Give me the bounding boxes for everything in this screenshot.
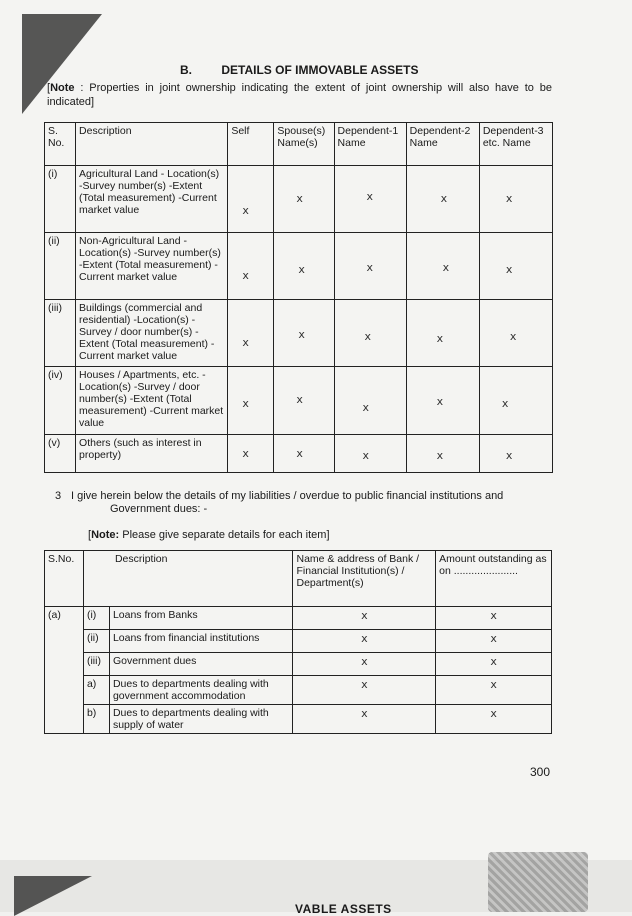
row-description: Dues to departments dealing with supply of water (109, 705, 293, 734)
self-cell (228, 367, 274, 435)
cross-mark: x (361, 707, 368, 720)
cross-mark: x (242, 269, 249, 282)
header-sno: S.No. (45, 551, 84, 607)
cross-mark: x (296, 447, 303, 460)
header-description: Description (83, 551, 293, 607)
header-bank-name-address: Name & address of Bank / Financial Institution(s) / Department(s) (293, 551, 436, 607)
self-cell (228, 300, 274, 367)
cross-mark: x (490, 632, 497, 645)
table-row (45, 300, 553, 367)
spouse-cell (274, 166, 334, 233)
row-sub-number: (i) (83, 607, 109, 630)
dependent-1-cell (334, 435, 406, 473)
row-number: (iv) (45, 367, 76, 435)
header-spouse: Spouse(s) Name(s) (274, 123, 334, 166)
cross-mark: x (242, 397, 249, 410)
cross-mark: x (296, 393, 303, 406)
table-row (45, 653, 552, 676)
note-text: Please give separate details for each item] (119, 529, 330, 541)
dependent-3-cell (479, 166, 552, 233)
table-row (45, 166, 553, 233)
note-label: Note (50, 82, 75, 94)
cross-mark: x (366, 261, 374, 274)
table-row (45, 233, 553, 300)
row-sub-number: b) (83, 705, 109, 734)
declaration-line-1: I give herein below the details of my liabilities / overdue to public financial institutions and (71, 490, 504, 502)
cross-mark: x (490, 678, 497, 691)
cross-mark: x (436, 449, 444, 462)
table-row (45, 630, 552, 653)
cross-mark: x (298, 328, 305, 341)
dependent-2-cell (406, 166, 479, 233)
row-description: Others (such as interest in property) (76, 435, 228, 473)
self-cell (228, 435, 274, 473)
joint-ownership-note: [Note : Properties in joint ownership indicating the extent of joint ownership will also have to be indicated] (47, 82, 552, 108)
spouse-cell (274, 367, 334, 435)
page-number: 300 (530, 765, 551, 779)
liabilities-declaration (55, 490, 525, 516)
dependent-1-cell (334, 367, 406, 435)
table-header-row (45, 123, 553, 166)
cross-mark: x (442, 261, 450, 274)
cross-mark: x (490, 707, 497, 720)
row-description: Dues to departments dealing with government accommodation (109, 676, 293, 705)
section-title (180, 63, 418, 77)
dependent-2-cell (406, 435, 479, 473)
row-description: Government dues (109, 653, 293, 676)
row-description: Agricultural Land - Location(s) -Survey number(s) -Extent (Total measurement) -Current market value (76, 166, 228, 233)
cross-mark: x (242, 447, 249, 460)
row-number: (ii) (45, 233, 76, 300)
amount-cell (436, 630, 552, 653)
cross-mark: x (242, 204, 249, 217)
row-number: (i) (45, 166, 76, 233)
cross-mark: x (362, 449, 370, 462)
dependent-2-cell (406, 233, 479, 300)
row-description: Houses / Apartments, etc. -Location(s) -Survey / door number(s) -Extent (Total measurement) -Current market value (76, 367, 228, 435)
cross-mark: x (436, 332, 444, 345)
dependent-1-cell (334, 300, 406, 367)
spouse-cell (274, 435, 334, 473)
dependent-3-cell (479, 233, 552, 300)
table-row (45, 676, 552, 705)
cross-mark: x (364, 330, 372, 343)
separate-details-note: [Note: Please give separate details for each item] (88, 529, 330, 541)
table-row (45, 705, 552, 734)
next-page-title-fragment: VABLE ASSETS (295, 902, 392, 916)
header-amount-outstanding: Amount outstanding as on ...................... (436, 551, 552, 607)
row-number: (v) (45, 435, 76, 473)
cross-mark: x (296, 192, 303, 205)
section-letter: B. (180, 63, 192, 77)
dependent-1-cell (334, 166, 406, 233)
cross-mark: x (509, 330, 517, 343)
cross-mark: x (490, 609, 497, 622)
table-header-row (45, 551, 552, 607)
spouse-cell (274, 233, 334, 300)
bank-cell (293, 607, 436, 630)
cross-mark: x (436, 395, 444, 408)
self-cell (228, 233, 274, 300)
header-dependent-1: Dependent-1 Name (334, 123, 406, 166)
liabilities-table (44, 550, 552, 734)
scan-corner-shadow-bottom (14, 876, 92, 916)
cross-mark: x (440, 192, 448, 205)
amount-cell (436, 607, 552, 630)
cross-mark: x (298, 263, 305, 276)
declaration-line-2: Government dues: - (110, 503, 208, 515)
table-row (45, 435, 553, 473)
table-row (45, 367, 553, 435)
cross-mark: x (501, 397, 509, 410)
spouse-cell (274, 300, 334, 367)
cross-mark: x (505, 263, 513, 276)
dependent-2-cell (406, 300, 479, 367)
row-description: Non-Agricultural Land - Location(s) -Survey number(s) -Extent (Total measurement) -Current market value (76, 233, 228, 300)
cross-mark: x (505, 449, 513, 462)
header-description: Description (76, 123, 228, 166)
immovable-assets-table (44, 122, 553, 473)
cross-mark: x (361, 655, 368, 668)
amount-cell (436, 705, 552, 734)
row-description: Buildings (commercial and residential) -Location(s) -Survey / door number(s) -Extent (Total measurement) -Current market value (76, 300, 228, 367)
table-row (45, 607, 552, 630)
cross-mark: x (361, 632, 368, 645)
row-description: Loans from Banks (109, 607, 293, 630)
row-sub-number: (ii) (83, 630, 109, 653)
header-dependent-3: Dependent-3 etc. Name (479, 123, 552, 166)
cross-mark: x (361, 678, 368, 691)
row-sub-number: a) (83, 676, 109, 705)
group-label: (a) (45, 607, 84, 734)
header-sno: S. No. (45, 123, 76, 166)
dependent-2-cell (406, 367, 479, 435)
amount-cell (436, 676, 552, 705)
revenue-stamp (488, 852, 588, 912)
bank-cell (293, 630, 436, 653)
dependent-3-cell (479, 435, 552, 473)
bank-cell (293, 653, 436, 676)
cross-mark: x (362, 401, 370, 414)
row-sub-number: (iii) (83, 653, 109, 676)
row-description: Loans from financial institutions (109, 630, 293, 653)
dependent-1-cell (334, 233, 406, 300)
item-number: 3 (55, 490, 62, 502)
section-heading: DETAILS OF IMMOVABLE ASSETS (221, 63, 419, 77)
amount-cell (436, 653, 552, 676)
header-self: Self (228, 123, 274, 166)
note-text: : Properties in joint ownership indicating the extent of joint ownership will also have to be indicated] (47, 82, 552, 108)
cross-mark: x (242, 336, 249, 349)
bank-cell (293, 676, 436, 705)
dependent-3-cell (479, 300, 552, 367)
bank-cell (293, 705, 436, 734)
cross-mark: x (361, 609, 368, 622)
cross-mark: x (505, 192, 513, 205)
note-label: Note: (91, 529, 120, 541)
cross-mark: x (490, 655, 497, 668)
dependent-3-cell (479, 367, 552, 435)
header-dependent-2: Dependent-2 Name (406, 123, 479, 166)
self-cell (228, 166, 274, 233)
row-number: (iii) (45, 300, 76, 367)
cross-mark: x (366, 190, 374, 203)
